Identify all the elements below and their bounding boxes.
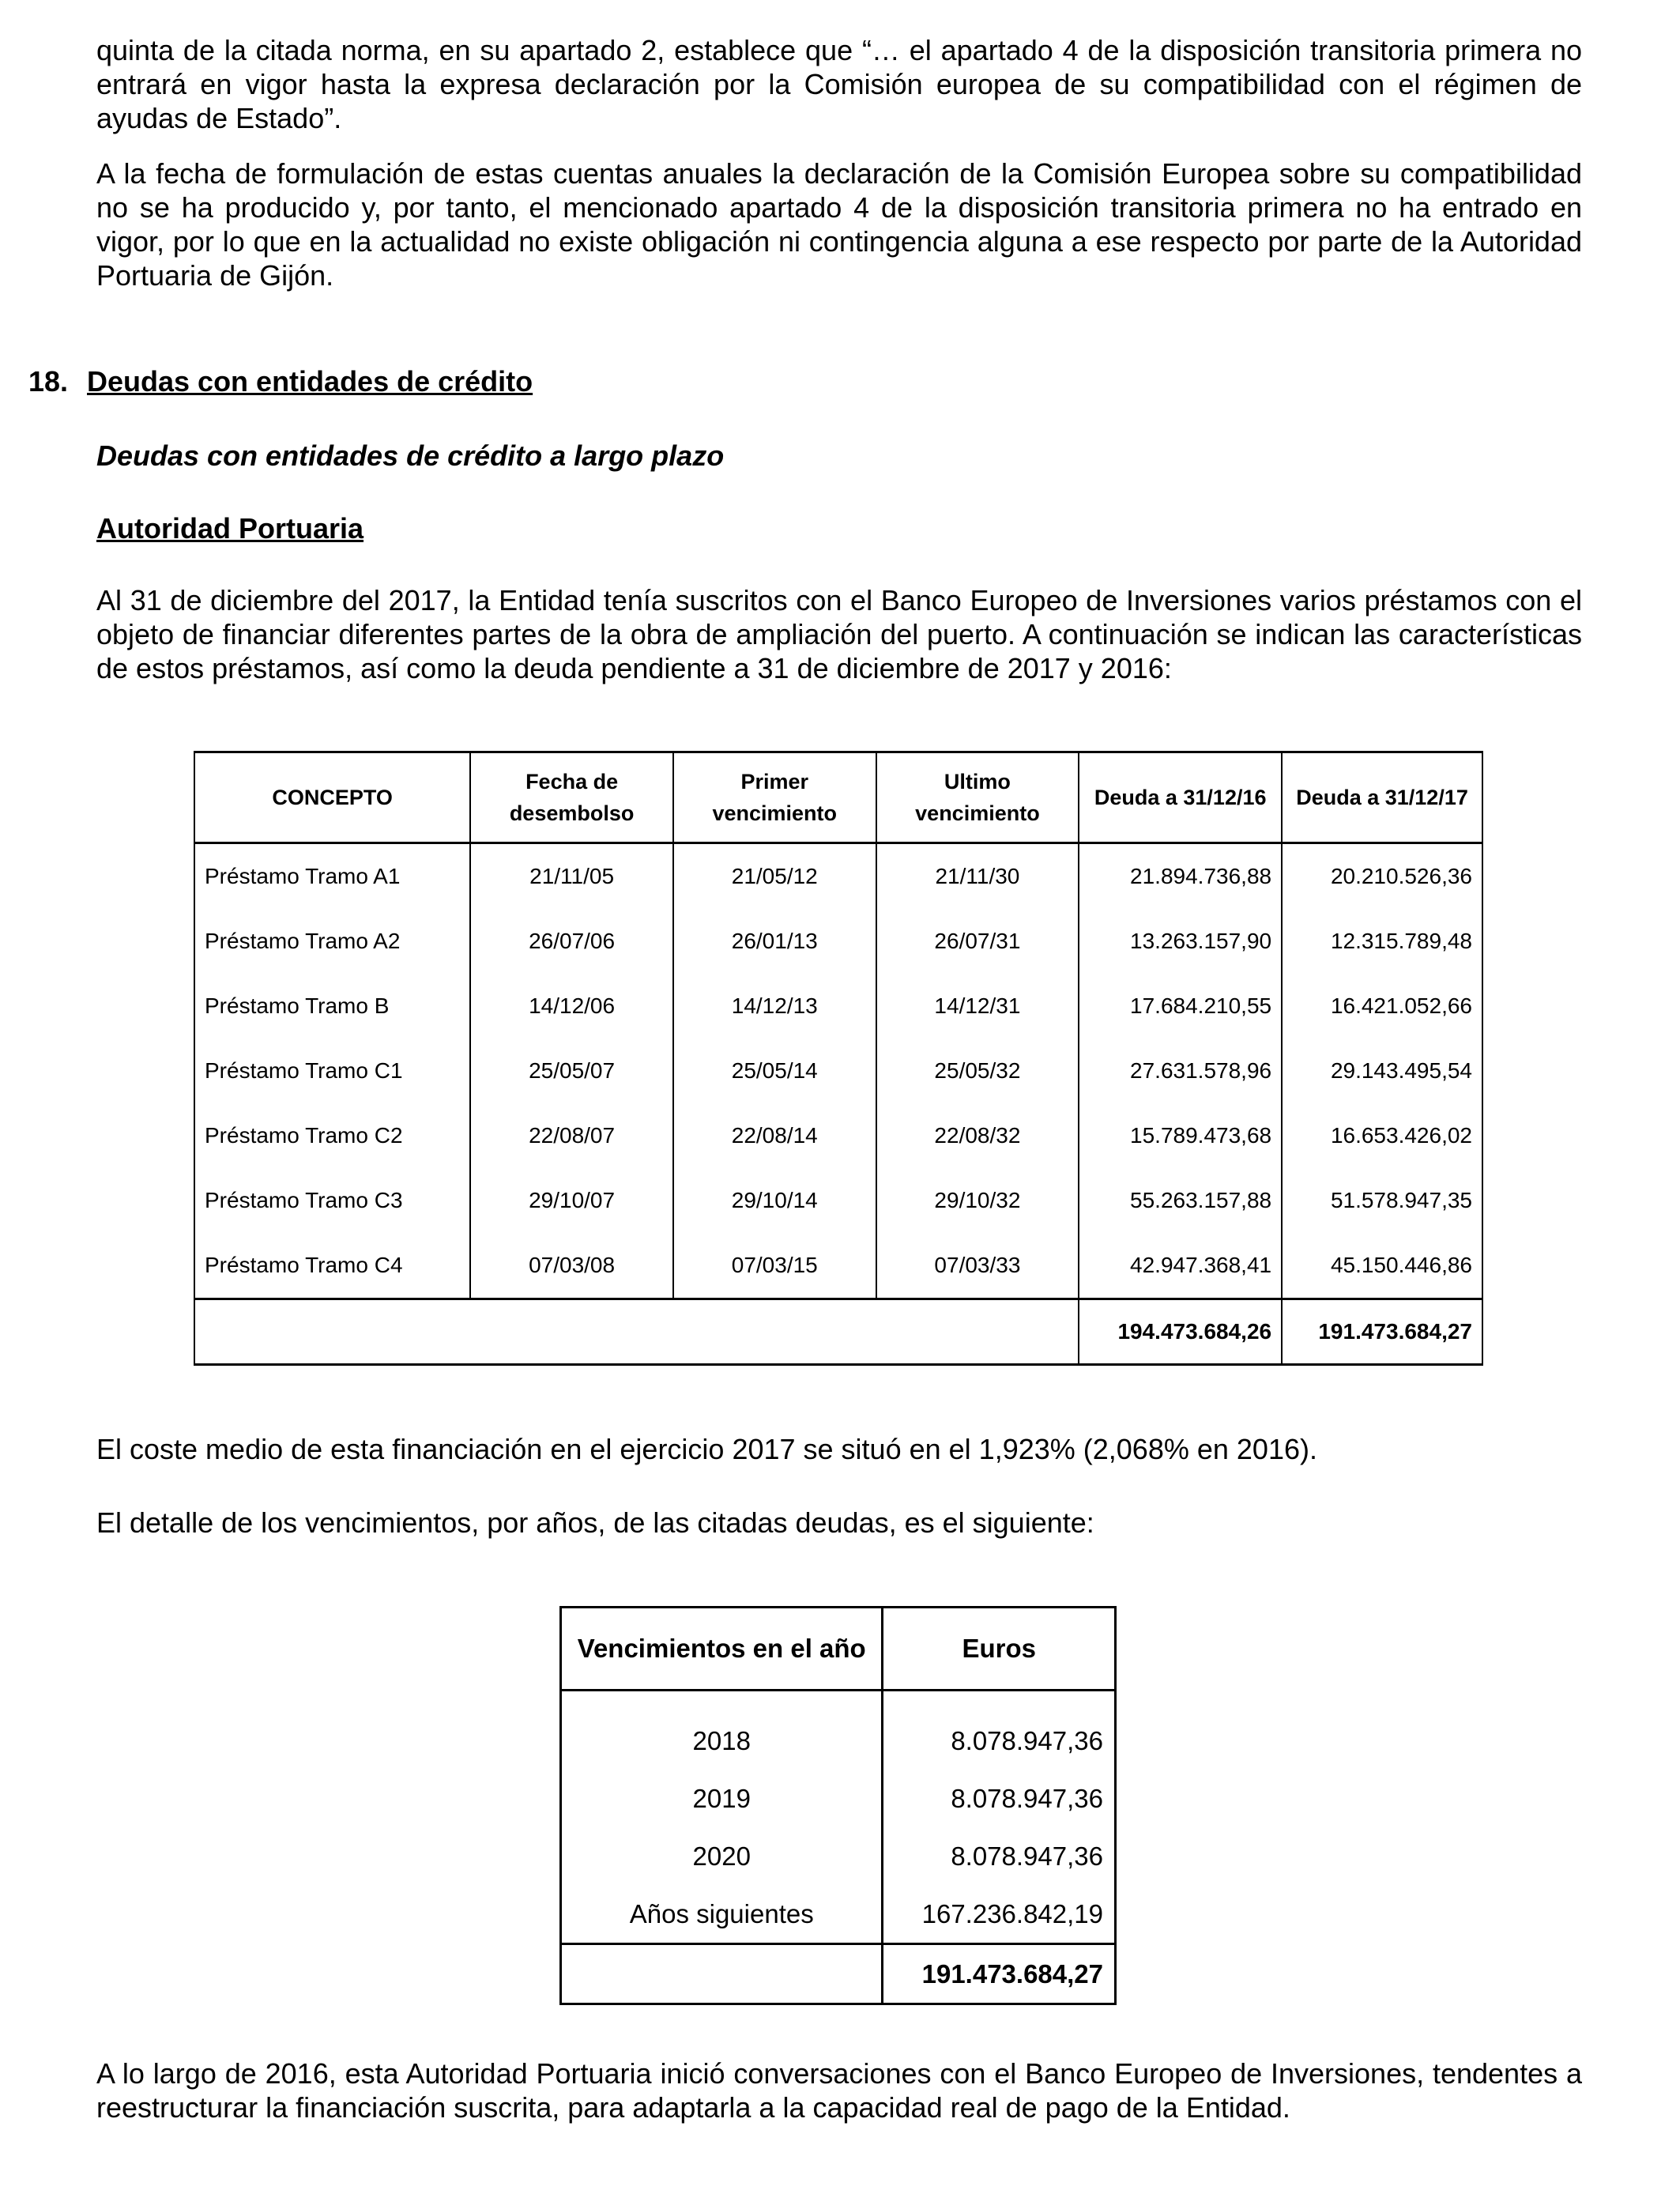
table-row [194, 974, 1482, 1039]
cell-deuda16: 27.631.578,96 [1079, 1039, 1282, 1103]
table-row [561, 1691, 1116, 1770]
loans-table-header [194, 752, 1482, 843]
table-row [194, 909, 1482, 974]
cell-year: 2020 [561, 1827, 883, 1885]
cell-deuda17: 29.143.495,54 [1282, 1039, 1482, 1103]
cell-fecha: 07/03/08 [470, 1233, 673, 1299]
header-concepto: CONCEPTO [194, 752, 470, 843]
table-row [194, 1233, 1482, 1299]
header-deuda-2017: Deuda a 31/12/17 [1282, 752, 1482, 843]
cell-ultimo: 25/05/32 [876, 1039, 1079, 1103]
cell-fecha: 21/11/05 [470, 843, 673, 910]
section-number: 18. [28, 365, 69, 398]
paragraph-maturity-intro: El detalle de los vencimientos, por años, de las citadas deudas, es el siguiente: [96, 1506, 1094, 1539]
cell-primer: 07/03/15 [673, 1233, 876, 1299]
cell-fecha: 25/05/07 [470, 1039, 673, 1103]
header-primer-vencimiento: Primer vencimiento [673, 752, 876, 843]
cell-concepto: Préstamo Tramo C1 [194, 1039, 470, 1103]
header-fecha-desembolso: Fecha de desembolso [470, 752, 673, 843]
cell-primer: 26/01/13 [673, 909, 876, 974]
section-subsubtitle: Autoridad Portuaria [96, 512, 364, 545]
paragraph-average-cost: El coste medio de esta financiación en el ejercicio 2017 se situó en el 1,923% (2,068% en 2016). [96, 1433, 1317, 1465]
cell-deuda16: 55.263.157,88 [1079, 1168, 1282, 1233]
paragraph-compatibility: A la fecha de formulación de estas cuentas anuales la declaración de la Comisión Europea sobre su compatibilidad no se ha producido y, por tanto, el mencionado apartado 4 de la disposición transitoria primera no ha entrado en vigor, por lo que en la actualidad no existe obligación ni contingencia alguna a ese respecto por parte de la Autoridad Portuaria de Gijón. [96, 157, 1582, 292]
cell-primer: 14/12/13 [673, 974, 876, 1039]
cell-concepto: Préstamo Tramo A1 [194, 843, 470, 910]
loans-table [194, 751, 1483, 1366]
cell-concepto: Préstamo Tramo A2 [194, 909, 470, 974]
table-row [561, 1770, 1116, 1827]
cell-deuda17: 20.210.526,36 [1282, 843, 1482, 910]
cell-deuda17: 45.150.446,86 [1282, 1233, 1482, 1299]
cell-year: 2018 [561, 1691, 883, 1770]
cell-year: 2019 [561, 1770, 883, 1827]
cell-deuda16: 21.894.736,88 [1079, 843, 1282, 910]
cell-deuda16: 17.684.210,55 [1079, 974, 1282, 1039]
cell-deuda17: 12.315.789,48 [1282, 909, 1482, 974]
total-blank-cell [194, 1299, 1079, 1365]
maturity-table-header [561, 1608, 1116, 1691]
header-deuda-2016: Deuda a 31/12/16 [1079, 752, 1282, 843]
cell-deuda16: 13.263.157,90 [1079, 909, 1282, 974]
table-total-row [561, 1944, 1116, 2004]
table-row [194, 1103, 1482, 1168]
cell-concepto: Préstamo Tramo C3 [194, 1168, 470, 1233]
cell-ultimo: 26/07/31 [876, 909, 1079, 974]
cell-fecha: 26/07/06 [470, 909, 673, 974]
cell-deuda17: 51.578.947,35 [1282, 1168, 1482, 1233]
cell-concepto: Préstamo Tramo C2 [194, 1103, 470, 1168]
cell-deuda16: 15.789.473,68 [1079, 1103, 1282, 1168]
cell-ultimo: 21/11/30 [876, 843, 1079, 910]
total-euros: 191.473.684,27 [883, 1944, 1116, 2004]
total-blank-cell [561, 1944, 883, 2004]
header-ultimo-vencimiento: Ultimo vencimiento [876, 752, 1079, 843]
cell-deuda17: 16.653.426,02 [1282, 1103, 1482, 1168]
table-row [194, 843, 1482, 910]
cell-fecha: 14/12/06 [470, 974, 673, 1039]
cell-ultimo: 22/08/32 [876, 1103, 1079, 1168]
cell-ultimo: 29/10/32 [876, 1168, 1079, 1233]
cell-deuda16: 42.947.368,41 [1079, 1233, 1282, 1299]
header-vencimientos: Vencimientos en el año [561, 1608, 883, 1691]
cell-euros: 167.236.842,19 [883, 1885, 1116, 1944]
total-deuda16: 194.473.684,26 [1079, 1299, 1282, 1365]
cell-ultimo: 07/03/33 [876, 1233, 1079, 1299]
section-title: Deudas con entidades de crédito [87, 365, 533, 398]
total-deuda17: 191.473.684,27 [1282, 1299, 1482, 1365]
cell-concepto: Préstamo Tramo B [194, 974, 470, 1039]
cell-ultimo: 14/12/31 [876, 974, 1079, 1039]
cell-concepto: Préstamo Tramo C4 [194, 1233, 470, 1299]
section-heading [28, 365, 533, 398]
table-row [561, 1885, 1116, 1944]
cell-primer: 25/05/14 [673, 1039, 876, 1103]
cell-euros: 8.078.947,36 [883, 1691, 1116, 1770]
table-row [194, 1039, 1482, 1103]
cell-deuda17: 16.421.052,66 [1282, 974, 1482, 1039]
cell-year: Años siguientes [561, 1885, 883, 1944]
table-row [561, 1827, 1116, 1885]
cell-primer: 22/08/14 [673, 1103, 876, 1168]
paragraph-restructuring: A lo largo de 2016, esta Autoridad Portuaria inició conversaciones con el Banco Europeo de Inversiones, tendentes a reestructurar la financiación suscrita, para adaptarla a la capacidad real de pago de la Entidad. [96, 2057, 1582, 2124]
table-row [194, 1168, 1482, 1233]
paragraph-loans-description: Al 31 de diciembre del 2017, la Entidad tenía suscritos con el Banco Europeo de Inversiones varios préstamos con el objeto de financiar diferentes partes de la obra de ampliación del puerto. A continuación se indican las características de estos préstamos, así como la deuda pendiente a 31 de diciembre de 2017 y 2016: [96, 584, 1582, 684]
header-euros: Euros [883, 1608, 1116, 1691]
cell-euros: 8.078.947,36 [883, 1827, 1116, 1885]
maturity-table [559, 1606, 1117, 2005]
section-subtitle: Deudas con entidades de crédito a largo plazo [96, 439, 725, 472]
cell-primer: 21/05/12 [673, 843, 876, 910]
paragraph-intro: quinta de la citada norma, en su apartado 2, establece que “… el apartado 4 de la disposición transitoria primera no entrará en vigor hasta la expresa declaración por la Comisión europea de su compatibilidad con el régimen de ayudas de Estado”. [96, 34, 1582, 134]
cell-euros: 8.078.947,36 [883, 1770, 1116, 1827]
cell-fecha: 22/08/07 [470, 1103, 673, 1168]
cell-primer: 29/10/14 [673, 1168, 876, 1233]
table-total-row [194, 1299, 1482, 1365]
cell-fecha: 29/10/07 [470, 1168, 673, 1233]
